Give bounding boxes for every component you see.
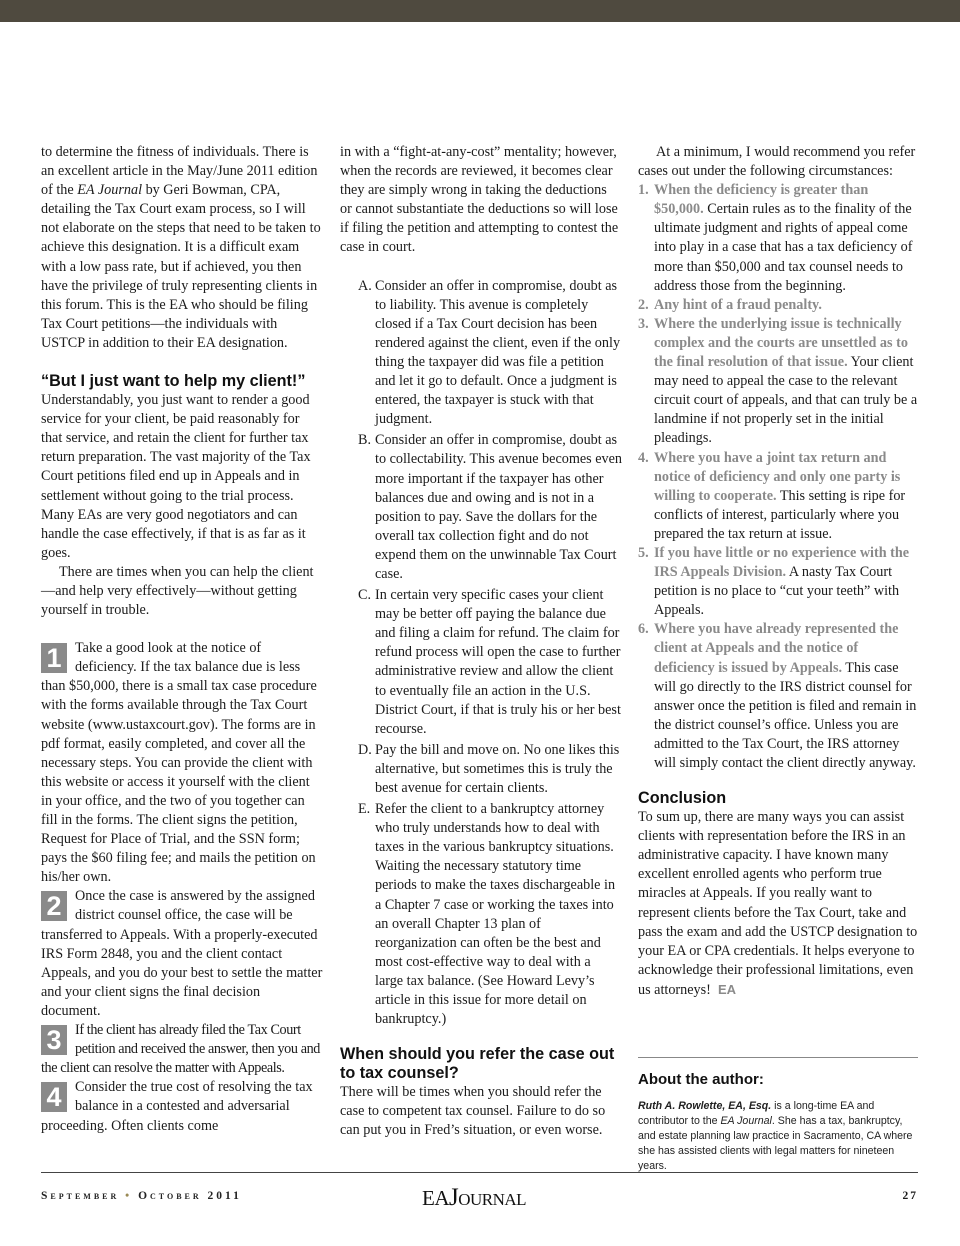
step-2: 2 Once the case is answered by the assigned district counsel office, the case will be transferred to Appeals. With a properly-executed IRS Form 2848, you and the client contact Appeals, and you do your best to settle the matter and your client signs the final decision document.	[41, 888, 323, 1019]
step-number-badge: 3	[41, 1025, 67, 1055]
circumstance-1: 1. When the deficiency is greater than $50,000. Certain rules as to the finality of the ultimate judgment and rights of appeal come into play in a case that has a tax deficiency of more than $50,000 and tax counsel needs to address those from the beginning.	[638, 182, 913, 294]
about-author-text: Ruth A. Rowlette, EA, Esq. is a long-time EA and contributor to the EA Journal. She has a tax, bankruptcy, and estate planning law practice in Sacramento, CA where she has assisted clients with legal matters for nineteen years.	[638, 1100, 913, 1172]
column-1	[41, 143, 323, 1136]
option-e: E. Refer the client to a bankruptcy attorney who truly understands how to deal with taxes in the various bankruptcy situations. Waiting the necessary statutory time periods to make the taxes dischargeable in a Chapter 7 case or working the taxes into an overall Chapter 13 plan of reorganization can often be the best and most cost-effective way to deal with a large tax balance. (See Howard Levy’s article in this issue for more detail on bankruptcy.)	[358, 801, 616, 1028]
about-divider	[638, 1057, 918, 1058]
col2-paragraph-2: There will be times when you should refer the case to competent tax counsel. Failure to do so can put you in Fred’s situation, or even worse.	[340, 1084, 606, 1139]
col1-paragraph-1: to determine the fitness of individuals. There is an excellent article in the May/June 2011 edition of the EA Journal by Geri Bowman, CPA, detailing the Tax Court exam process, so I will not elaborate on the steps that need to be taken to achieve this designation. It is a difficult exam with a low pass rate, but if achieved, you then have the privilege of truly representing clients in this forum. This is the EA who should be filing Tax Court petitions—the individuals with USTCP in addition to their EA designation.	[41, 144, 321, 351]
step-number-badge: 2	[41, 891, 67, 921]
author-name: Ruth A. Rowlette, EA, Esq.	[638, 1100, 772, 1112]
circumstance-5: 5. If you have little or no experience with the IRS Appeals Division. A nasty Tax Court petition is no place to “cut your teeth” with Appeals.	[638, 544, 910, 619]
circumstance-2: 2. Any hint of a fraud penalty.	[638, 296, 822, 313]
section-heading-conclusion: Conclusion	[638, 789, 727, 808]
circumstance-3: 3. Where the underlying issue is technically complex and the courts are unsettled as to the final resolution of that issue. Your client may need to appeal the case to the relevant circuit court of appeals, and that can truly be a landmine if not properly set in the initial pleadings.	[638, 315, 918, 447]
option-c: C. In certain very specific cases your client may be better off paying the balance due and filing a claim for refund. The claim for refund process will open the case to further administrative review and allow the client to eventually file an action in the U.S. District Court, if that is truly his or her best recourse.	[358, 587, 621, 737]
option-b: B. Consider an offer in compromise, doubt as to collectability. This avenue becomes even more important if the taxpayer has other balances due and owing and is not in a position to pay. Save the dollars for the overall tax collection fight and do not expend them on the unwinnable Tax Court case.	[358, 432, 623, 582]
step-number-badge: 4	[41, 1082, 67, 1112]
footer-issue-date: September • October 2011	[41, 1190, 242, 1202]
journal-title: EA Journal	[77, 182, 143, 199]
column-2	[340, 143, 622, 1141]
footer-rule	[41, 1172, 918, 1173]
col1-paragraph-3: There are times when you can help the client—and help very effectively—without getting yourself in trouble.	[41, 563, 314, 619]
end-mark: EA	[718, 981, 737, 997]
about-author-heading: About the author:	[638, 1071, 764, 1088]
option-a: A. Consider an offer in compromise, doubt as to liability. This avenue is completely closed if a Tax Court decision has been rendered against the client, even if the only thing the taxpayer did was file a petition and let it go to default. Once a judgment is entered, the taxpayer is stuck with that judgment.	[358, 277, 621, 428]
col3-intro: At a minimum, I would recommend you refer cases out under the following circumstances:	[638, 144, 916, 180]
section-heading-refer-case: When should you refer the case out to tax counsel?	[340, 1045, 615, 1083]
circumstance-4: 4. Where you have a joint tax return and notice of deficiency and only one party is willing to cooperate. This setting is ripe for conflicts of interest, particularly where you prepared the tax return at issue.	[638, 449, 906, 542]
page-number: 27	[902, 1190, 918, 1202]
conclusion-paragraph: To sum up, there are many ways you can assist clients with representation before the IRS in an administrative capacity. I have known many excellent enrolled agents who perform true miracles at Appeals. If you really want to represent clients before the Tax Court, take and pass the exam and add the USTCP designation to your EA or CPA credentials. It helps everyone to acknowledge their professional limitations, even us attorneys! EA	[638, 809, 918, 998]
option-d: D. Pay the bill and move on. No one likes this alternative, but sometimes this is truly the best avenue for certain clients.	[358, 741, 620, 796]
top-color-bar	[0, 0, 960, 22]
circumstance-6: 6. Where you have already represented the client at Appeals and the notice of deficiency is issued by Appeals. This case will go directly to the IRS district counsel for answer once the petition is filed and remain in the district counsel’s office. Unless you are admitted to the Tax Court, the IRS attorney will simply contact the client directly anyway.	[638, 621, 917, 771]
step-1: 1 Take a good look at the notice of deficiency. If the tax balance due is less than $50,000, there is a small tax case procedure with the forms available through the Tax Court website (www.ustaxcourt.gov). The forms are in pdf format, easily completed, and cover all the necessary steps. You can provide the client with this website or access it yourself with the client in your office, and the two of you together can fill in the forms. The client signs the petition, Request for Place of Trial, and the SSN form; pays the $60 filing fee; and mails the petition on his/her own.	[41, 640, 317, 886]
step-4: 4 Consider the true cost of resolving the tax balance in a contested and adversarial proceeding. Often clients come	[41, 1079, 313, 1134]
col2-paragraph-1: in with a “fight-at-any-cost” mentality; however, when the records are reviewed, it becomes clear they are simply wrong in taking the deductions or cannot substantiate the deductions so will lose if filing the petition and attempting to contest the case in court.	[340, 144, 619, 256]
section-heading-help-client: “But I just want to help my client!”	[41, 372, 306, 391]
step-3: 3 If the client has already filed the Tax Court petition and received the answer, then you and the client can resolve the matter with Appeals.	[41, 1022, 320, 1077]
ea-journal-logo: EAJOURNAL	[422, 1184, 527, 1211]
step-number-badge: 1	[41, 643, 67, 673]
footer-bullet: •	[125, 1190, 133, 1202]
column-3	[638, 143, 918, 1000]
col1-paragraph-2: Understandably, you just want to render a good service for your client, be paid reasonably for that service, and retain the client for further tax return preparation. The vast majority of the Tax Court petitions filed end up in Appeals and in settlement without going to the trial process. Many EAs are very good negotiators and can handle the case effectively, if that is as far as it goes.	[41, 392, 311, 561]
